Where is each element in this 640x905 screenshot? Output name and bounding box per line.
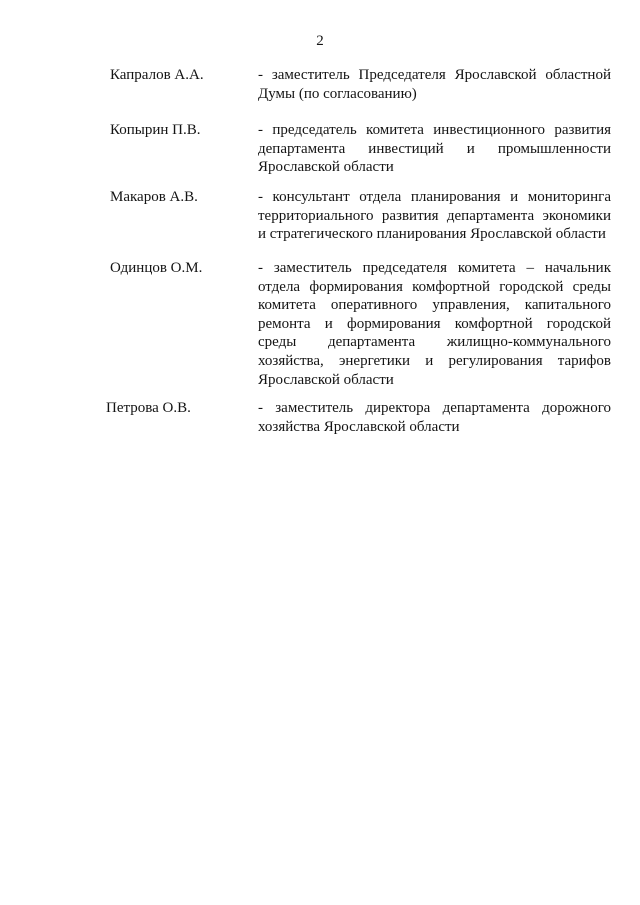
role-line: - заместитель председателя комитета – начальник [258,260,611,276]
role-line: хозяйства, энергетики и регулирования тарифов [258,352,611,369]
role-line: департамента инвестиций и промышленности [258,140,611,157]
role-line: Думы (по согласованию) [258,85,417,102]
member-role [258,188,611,244]
role-line: среды департамента жилищно-коммунального [258,334,611,351]
role-line: - председатель комитета инвестиционного развития [258,122,611,138]
member-role [258,121,611,177]
role-line: - заместитель Председателя Ярославской областной [258,67,611,83]
member-name: Копырин П.В. [110,122,201,138]
role-line: - консультант отдела планирования и мониторинга [258,189,611,205]
role-line: Ярославской области [258,159,394,176]
role-line: территориального развития департамента экономики [258,207,611,224]
role-line: отдела формирования комфортной городской среды [258,278,611,295]
page-number: 2 [316,33,324,49]
member-name: Макаров А.В. [110,189,198,205]
member-name: Капралов А.А. [110,67,204,83]
role-line: - заместитель директора департамента дорожного [258,400,611,416]
role-line: ремонта и формирования комфортной городской [258,315,611,332]
member-role [258,259,611,389]
member-role [258,399,611,436]
role-line: и стратегического планирования Ярославской области [258,226,606,243]
member-role [258,66,611,103]
member-name: Петрова О.В. [106,400,191,416]
role-line: комитета оперативного управления, капитального [258,297,611,314]
role-line: Ярославской области [258,371,394,388]
role-line: хозяйства Ярославской области [258,418,460,435]
member-name: Одинцов О.М. [110,260,203,276]
